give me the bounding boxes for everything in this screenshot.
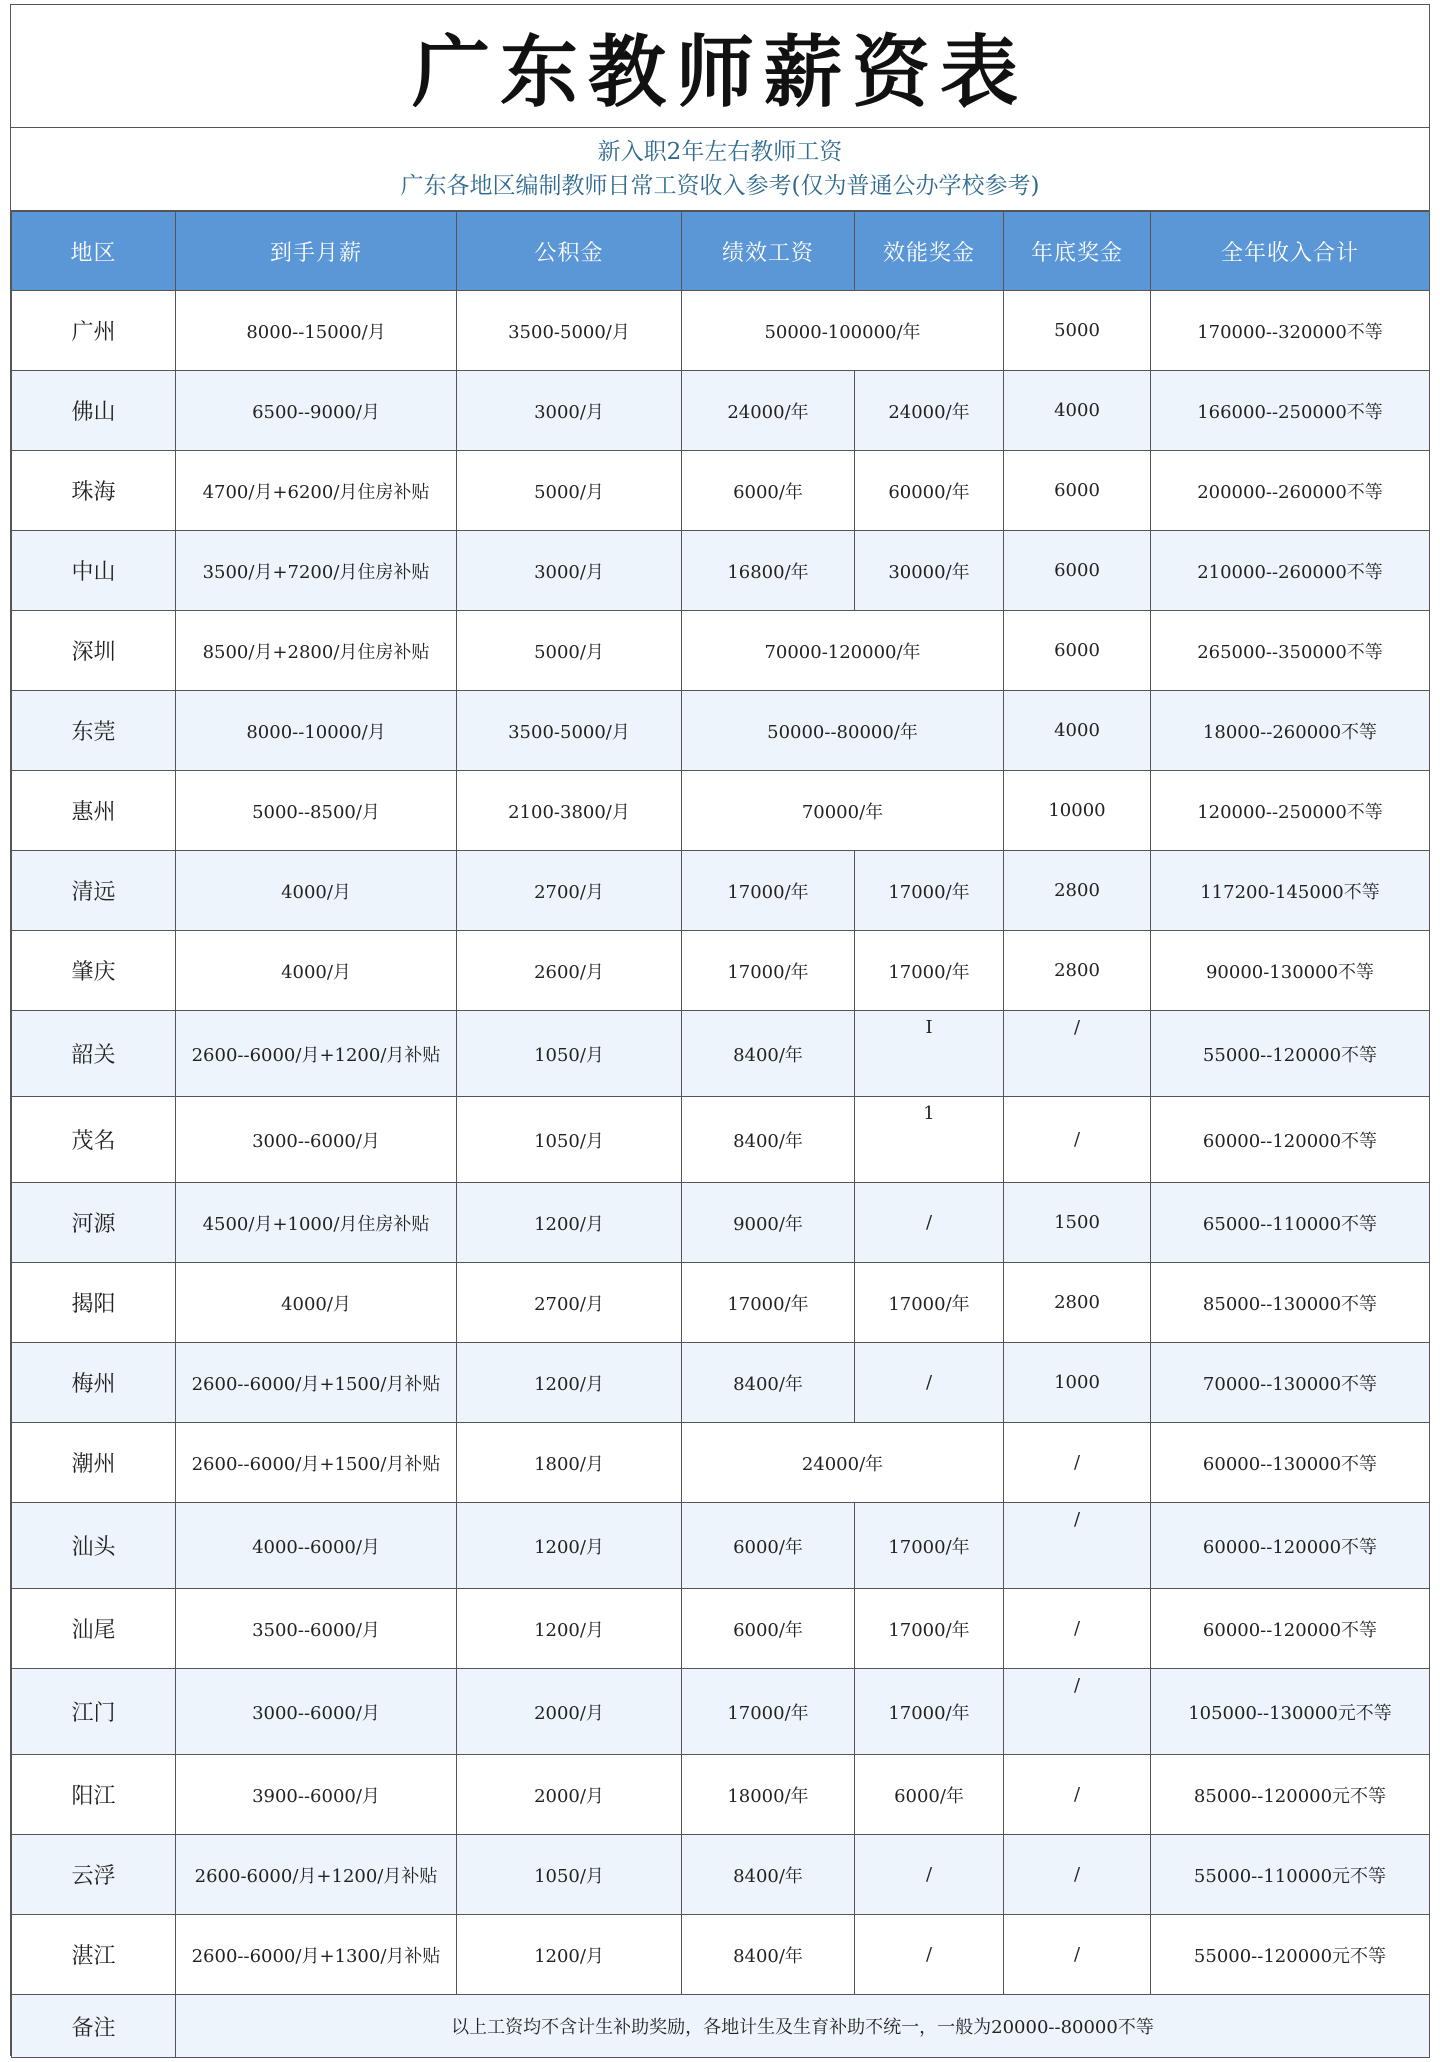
table-row (12, 1589, 1430, 1669)
cell-housing-fund: 5000/月 (457, 451, 682, 531)
table-row (12, 1755, 1430, 1835)
cell-annual-total: 55000--120000元不等 (1151, 1915, 1430, 1995)
cell-efficiency-bonus: 17000/年 (855, 1263, 1004, 1343)
cell-monthly-pay: 8500/月+2800/月住房补贴 (176, 611, 457, 691)
table-row (12, 931, 1430, 1011)
table-row (12, 1183, 1430, 1263)
table-row (12, 531, 1430, 611)
cell-monthly-pay: 4000/月 (176, 851, 457, 931)
cell-year-end-bonus: / (1004, 1835, 1151, 1915)
cell-housing-fund: 3500-5000/月 (457, 291, 682, 371)
cell-region: 清远 (12, 851, 176, 931)
table-row (12, 1011, 1430, 1097)
cell-region: 韶关 (12, 1011, 176, 1097)
cell-region: 云浮 (12, 1835, 176, 1915)
cell-annual-total: 18000--260000不等 (1151, 691, 1430, 771)
table-row (12, 1343, 1430, 1423)
cell-year-end-bonus: 6000 (1004, 451, 1151, 531)
cell-region: 东莞 (12, 691, 176, 771)
subtitle-line-1: 新入职2年左右教师工资 (597, 139, 843, 165)
cell-performance-pay: 17000/年 (682, 931, 855, 1011)
cell-housing-fund: 1800/月 (457, 1423, 682, 1503)
cell-monthly-pay: 2600--6000/月+1200/月补贴 (176, 1011, 457, 1097)
cell-year-end-bonus: / (1004, 1503, 1151, 1589)
cell-efficiency-bonus: 17000/年 (855, 931, 1004, 1011)
cell-efficiency-bonus: 17000/年 (855, 1669, 1004, 1755)
table-row (12, 611, 1430, 691)
cell-performance-pay: 8400/年 (682, 1915, 855, 1995)
cell-monthly-pay: 4700/月+6200/月住房补贴 (176, 451, 457, 531)
table-row (12, 771, 1430, 851)
cell-region: 潮州 (12, 1423, 176, 1503)
cell-monthly-pay: 2600--6000/月+1300/月补贴 (176, 1915, 457, 1995)
cell-annual-total: 117200-145000不等 (1151, 851, 1430, 931)
cell-year-end-bonus: 2800 (1004, 1263, 1151, 1343)
note-label: 备注 (12, 1995, 176, 2058)
cell-monthly-pay: 5000--8500/月 (176, 771, 457, 851)
cell-housing-fund: 3000/月 (457, 531, 682, 611)
cell-performance-pay: 17000/年 (682, 851, 855, 931)
cell-annual-total: 55000--120000不等 (1151, 1011, 1430, 1097)
cell-performance-efficiency: 70000/年 (682, 771, 1004, 851)
cell-housing-fund: 1200/月 (457, 1183, 682, 1263)
table-row (12, 1097, 1430, 1183)
cell-housing-fund: 1050/月 (457, 1835, 682, 1915)
cell-monthly-pay: 3500--6000/月 (176, 1589, 457, 1669)
table-row (12, 1669, 1430, 1755)
cell-region: 梅州 (12, 1343, 176, 1423)
cell-region: 珠海 (12, 451, 176, 531)
cell-annual-total: 85000--120000元不等 (1151, 1755, 1430, 1835)
table-row (12, 1423, 1430, 1503)
cell-year-end-bonus: 1000 (1004, 1343, 1151, 1423)
cell-performance-pay: 8400/年 (682, 1011, 855, 1097)
table-row (12, 851, 1430, 931)
cell-region: 广州 (12, 291, 176, 371)
cell-annual-total: 60000--120000不等 (1151, 1589, 1430, 1669)
cell-region: 江门 (12, 1669, 176, 1755)
header-row (12, 212, 1430, 291)
cell-region: 肇庆 (12, 931, 176, 1011)
cell-efficiency-bonus: / (855, 1915, 1004, 1995)
header-year-end-bonus: 年底奖金 (1004, 212, 1151, 291)
cell-efficiency-bonus: 60000/年 (855, 451, 1004, 531)
cell-performance-pay: 6000/年 (682, 1503, 855, 1589)
cell-performance-pay: 6000/年 (682, 451, 855, 531)
cell-year-end-bonus: 6000 (1004, 611, 1151, 691)
cell-housing-fund: 1050/月 (457, 1011, 682, 1097)
cell-year-end-bonus: 2800 (1004, 931, 1151, 1011)
cell-efficiency-bonus: 30000/年 (855, 531, 1004, 611)
cell-housing-fund: 3500-5000/月 (457, 691, 682, 771)
cell-region: 中山 (12, 531, 176, 611)
table-row (12, 371, 1430, 451)
cell-monthly-pay: 8000--10000/月 (176, 691, 457, 771)
note-row (12, 1995, 1430, 2058)
cell-performance-pay: 9000/年 (682, 1183, 855, 1263)
cell-performance-pay: 17000/年 (682, 1669, 855, 1755)
cell-monthly-pay: 2600-6000/月+1200/月补贴 (176, 1835, 457, 1915)
header-annual-total: 全年收入合计 (1151, 212, 1430, 291)
cell-performance-efficiency: 50000--80000/年 (682, 691, 1004, 771)
table-row (12, 1835, 1430, 1915)
cell-region: 汕头 (12, 1503, 176, 1589)
table-row (12, 291, 1430, 371)
cell-year-end-bonus: 1500 (1004, 1183, 1151, 1263)
cell-housing-fund: 2700/月 (457, 1263, 682, 1343)
cell-annual-total: 90000-130000不等 (1151, 931, 1430, 1011)
cell-efficiency-bonus: / (855, 1343, 1004, 1423)
salary-sheet (10, 4, 1430, 2056)
cell-region: 佛山 (12, 371, 176, 451)
cell-monthly-pay: 8000--15000/月 (176, 291, 457, 371)
cell-year-end-bonus: / (1004, 1011, 1151, 1097)
cell-monthly-pay: 4000/月 (176, 931, 457, 1011)
subtitle-block (11, 128, 1429, 211)
table-row (12, 1915, 1430, 1995)
cell-housing-fund: 2000/月 (457, 1755, 682, 1835)
cell-annual-total: 200000--260000不等 (1151, 451, 1430, 531)
cell-efficiency-bonus: / (855, 1835, 1004, 1915)
cell-region: 揭阳 (12, 1263, 176, 1343)
cell-monthly-pay: 4000--6000/月 (176, 1503, 457, 1589)
cell-year-end-bonus: 2800 (1004, 851, 1151, 931)
cell-annual-total: 60000--130000不等 (1151, 1423, 1430, 1503)
cell-year-end-bonus: / (1004, 1423, 1151, 1503)
cell-performance-pay: 24000/年 (682, 371, 855, 451)
cell-housing-fund: 1200/月 (457, 1915, 682, 1995)
cell-housing-fund: 1050/月 (457, 1097, 682, 1183)
cell-annual-total: 166000--250000不等 (1151, 371, 1430, 451)
header-efficiency-bonus: 效能奖金 (855, 212, 1004, 291)
table-row (12, 1263, 1430, 1343)
cell-efficiency-bonus: 24000/年 (855, 371, 1004, 451)
cell-annual-total: 85000--130000不等 (1151, 1263, 1430, 1343)
cell-monthly-pay: 3500/月+7200/月住房补贴 (176, 531, 457, 611)
cell-housing-fund: 2000/月 (457, 1669, 682, 1755)
cell-housing-fund: 1200/月 (457, 1589, 682, 1669)
cell-efficiency-bonus: 6000/年 (855, 1755, 1004, 1835)
cell-monthly-pay: 4000/月 (176, 1263, 457, 1343)
cell-efficiency-bonus: 17000/年 (855, 1589, 1004, 1669)
cell-region: 阳江 (12, 1755, 176, 1835)
cell-monthly-pay: 2600--6000/月+1500/月补贴 (176, 1423, 457, 1503)
cell-year-end-bonus: / (1004, 1097, 1151, 1183)
cell-efficiency-bonus: 1 (855, 1097, 1004, 1183)
cell-performance-pay: 18000/年 (682, 1755, 855, 1835)
cell-housing-fund: 2700/月 (457, 851, 682, 931)
cell-monthly-pay: 3900--6000/月 (176, 1755, 457, 1835)
cell-annual-total: 105000--130000元不等 (1151, 1669, 1430, 1755)
cell-annual-total: 65000--110000不等 (1151, 1183, 1430, 1263)
subtitle-line-2: 广东各地区编制教师日常工资收入参考(仅为普通公办学校参考) (400, 173, 1040, 199)
cell-performance-efficiency: 70000-120000/年 (682, 611, 1004, 691)
cell-region: 深圳 (12, 611, 176, 691)
note-text: 以上工资均不含计生补助奖励，各地计生及生育补助不统一，一般为20000--80000不等 (176, 1995, 1430, 2058)
cell-year-end-bonus: / (1004, 1915, 1151, 1995)
cell-annual-total: 60000--120000不等 (1151, 1097, 1430, 1183)
cell-performance-pay: 8400/年 (682, 1097, 855, 1183)
cell-efficiency-bonus: I (855, 1011, 1004, 1097)
cell-annual-total: 170000--320000不等 (1151, 291, 1430, 371)
cell-housing-fund: 2100-3800/月 (457, 771, 682, 851)
cell-performance-pay: 16800/年 (682, 531, 855, 611)
cell-monthly-pay: 4500/月+1000/月住房补贴 (176, 1183, 457, 1263)
cell-performance-pay: 6000/年 (682, 1589, 855, 1669)
cell-annual-total: 120000--250000不等 (1151, 771, 1430, 851)
salary-table (11, 211, 1430, 2058)
table-row (12, 1503, 1430, 1589)
table-row (12, 451, 1430, 531)
cell-monthly-pay: 3000--6000/月 (176, 1669, 457, 1755)
cell-annual-total: 60000--120000不等 (1151, 1503, 1430, 1589)
cell-annual-total: 265000--350000不等 (1151, 611, 1430, 691)
cell-region: 河源 (12, 1183, 176, 1263)
cell-year-end-bonus: 10000 (1004, 771, 1151, 851)
cell-performance-pay: 17000/年 (682, 1263, 855, 1343)
cell-year-end-bonus: / (1004, 1755, 1151, 1835)
cell-performance-efficiency: 24000/年 (682, 1423, 1004, 1503)
cell-monthly-pay: 2600--6000/月+1500/月补贴 (176, 1343, 457, 1423)
cell-region: 惠州 (12, 771, 176, 851)
cell-year-end-bonus: / (1004, 1589, 1151, 1669)
cell-housing-fund: 5000/月 (457, 611, 682, 691)
cell-performance-pay: 8400/年 (682, 1343, 855, 1423)
cell-housing-fund: 3000/月 (457, 371, 682, 451)
header-monthly-pay: 到手月薪 (176, 212, 457, 291)
cell-monthly-pay: 6500--9000/月 (176, 371, 457, 451)
header-region: 地区 (12, 212, 176, 291)
cell-housing-fund: 1200/月 (457, 1343, 682, 1423)
cell-efficiency-bonus: 17000/年 (855, 851, 1004, 931)
cell-housing-fund: 1200/月 (457, 1503, 682, 1589)
table-row (12, 691, 1430, 771)
cell-annual-total: 210000--260000不等 (1151, 531, 1430, 611)
cell-year-end-bonus: 4000 (1004, 691, 1151, 771)
cell-year-end-bonus: 6000 (1004, 531, 1151, 611)
cell-region: 汕尾 (12, 1589, 176, 1669)
cell-efficiency-bonus: / (855, 1183, 1004, 1263)
header-performance-pay: 绩效工资 (682, 212, 855, 291)
cell-region: 湛江 (12, 1915, 176, 1995)
cell-year-end-bonus: 4000 (1004, 371, 1151, 451)
header-housing-fund: 公积金 (457, 212, 682, 291)
cell-performance-pay: 8400/年 (682, 1835, 855, 1915)
cell-housing-fund: 2600/月 (457, 931, 682, 1011)
cell-performance-efficiency: 50000-100000/年 (682, 291, 1004, 371)
cell-annual-total: 70000--130000不等 (1151, 1343, 1430, 1423)
cell-region: 茂名 (12, 1097, 176, 1183)
cell-year-end-bonus: 5000 (1004, 291, 1151, 371)
page-title: 广东教师薪资表 (411, 27, 1028, 118)
cell-annual-total: 55000--110000元不等 (1151, 1835, 1430, 1915)
cell-monthly-pay: 3000--6000/月 (176, 1097, 457, 1183)
cell-year-end-bonus: / (1004, 1669, 1151, 1755)
cell-efficiency-bonus: 17000/年 (855, 1503, 1004, 1589)
title-row (11, 5, 1429, 128)
